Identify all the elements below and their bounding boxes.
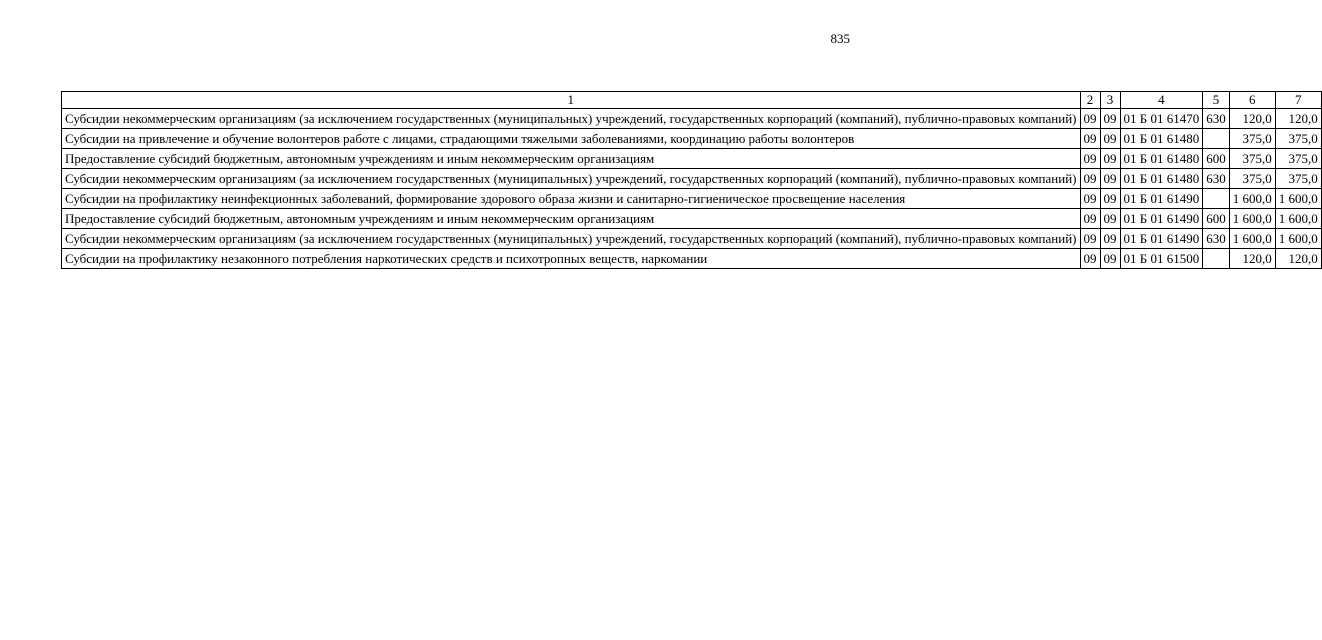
page-number: 835 xyxy=(830,31,850,46)
row-expense-type: 600 xyxy=(1203,149,1230,169)
row-section: 09 xyxy=(1080,189,1100,209)
row-name: Субсидии некоммерческим организациям (за исключением государственных (муниципальных) учреждений, государственных корпораций (компаний), публично-правовых компаний) xyxy=(62,109,1081,129)
row-amount-7: 375,0 xyxy=(1275,129,1321,149)
table-row xyxy=(62,249,1322,269)
row-expense-type xyxy=(1203,249,1230,269)
row-section: 09 xyxy=(1080,209,1100,229)
row-section: 09 xyxy=(1080,169,1100,189)
row-expense-type: 630 xyxy=(1203,109,1230,129)
row-amount-6: 375,0 xyxy=(1229,129,1275,149)
row-target-code: 01 Б 01 61500 xyxy=(1120,249,1203,269)
row-amount-6: 1 600,0 xyxy=(1229,209,1275,229)
row-subsection: 09 xyxy=(1100,209,1120,229)
row-amount-7: 120,0 xyxy=(1275,109,1321,129)
row-target-code: 01 Б 01 61490 xyxy=(1120,189,1203,209)
row-amount-6: 1 600,0 xyxy=(1229,229,1275,249)
table-row xyxy=(62,149,1322,169)
row-target-code: 01 Б 01 61470 xyxy=(1120,109,1203,129)
row-amount-7: 1 600,0 xyxy=(1275,229,1321,249)
table-row xyxy=(62,189,1322,209)
row-section: 09 xyxy=(1080,129,1100,149)
row-target-code: 01 Б 01 61480 xyxy=(1120,169,1203,189)
row-name: Субсидии на профилактику неинфекционных заболеваний, формирование здорового образа жизни и санитарно-гигиеническое просвещение населения xyxy=(62,189,1081,209)
table-row xyxy=(62,229,1322,249)
row-target-code: 01 Б 01 61480 xyxy=(1120,129,1203,149)
row-amount-6: 1 600,0 xyxy=(1229,189,1275,209)
header-col-6: 6 xyxy=(1229,92,1275,109)
row-subsection: 09 xyxy=(1100,129,1120,149)
row-section: 09 xyxy=(1080,249,1100,269)
table-row xyxy=(62,129,1322,149)
header-col-2: 2 xyxy=(1080,92,1100,109)
row-name: Предоставление субсидий бюджетным, автономным учреждениям и иным некоммерческим организациям xyxy=(62,209,1081,229)
row-expense-type: 630 xyxy=(1203,169,1230,189)
table-row xyxy=(62,209,1322,229)
table-row xyxy=(62,109,1322,129)
header-col-7: 7 xyxy=(1275,92,1321,109)
row-target-code: 01 Б 01 61480 xyxy=(1120,149,1203,169)
row-subsection: 09 xyxy=(1100,249,1120,269)
row-amount-7: 1 600,0 xyxy=(1275,189,1321,209)
header-col-3: 3 xyxy=(1100,92,1120,109)
row-name: Субсидии на профилактику незаконного потребления наркотических средств и психотропных веществ, наркомании xyxy=(62,249,1081,269)
row-expense-type xyxy=(1203,189,1230,209)
row-name: Предоставление субсидий бюджетным, автономным учреждениям и иным некоммерческим организациям xyxy=(62,149,1081,169)
budget-table xyxy=(61,91,1322,269)
table-row xyxy=(62,169,1322,189)
row-amount-6: 375,0 xyxy=(1229,149,1275,169)
row-amount-7: 375,0 xyxy=(1275,149,1321,169)
row-section: 09 xyxy=(1080,229,1100,249)
row-amount-6: 120,0 xyxy=(1229,109,1275,129)
row-expense-type: 600 xyxy=(1203,209,1230,229)
header-col-4: 4 xyxy=(1120,92,1203,109)
row-amount-6: 120,0 xyxy=(1229,249,1275,269)
row-subsection: 09 xyxy=(1100,149,1120,169)
row-amount-7: 375,0 xyxy=(1275,169,1321,189)
row-amount-6: 375,0 xyxy=(1229,169,1275,189)
header-col-1: 1 xyxy=(62,92,1081,109)
row-section: 09 xyxy=(1080,149,1100,169)
row-subsection: 09 xyxy=(1100,109,1120,129)
row-amount-7: 1 600,0 xyxy=(1275,209,1321,229)
row-name: Субсидии на привлечение и обучение волонтеров работе с лицами, страдающими тяжелыми заболеваниями, координацию работы волонтеров xyxy=(62,129,1081,149)
row-subsection: 09 xyxy=(1100,189,1120,209)
row-name: Субсидии некоммерческим организациям (за исключением государственных (муниципальных) учреждений, государственных корпораций (компаний), публично-правовых компаний) xyxy=(62,169,1081,189)
header-row xyxy=(62,92,1322,109)
row-subsection: 09 xyxy=(1100,169,1120,189)
row-target-code: 01 Б 01 61490 xyxy=(1120,229,1203,249)
header-col-5: 5 xyxy=(1203,92,1230,109)
row-subsection: 09 xyxy=(1100,229,1120,249)
row-section: 09 xyxy=(1080,109,1100,129)
row-name: Субсидии некоммерческим организациям (за исключением государственных (муниципальных) учреждений, государственных корпораций (компаний), публично-правовых компаний) xyxy=(62,229,1081,249)
row-amount-7: 120,0 xyxy=(1275,249,1321,269)
row-expense-type: 630 xyxy=(1203,229,1230,249)
row-target-code: 01 Б 01 61490 xyxy=(1120,209,1203,229)
row-expense-type xyxy=(1203,129,1230,149)
